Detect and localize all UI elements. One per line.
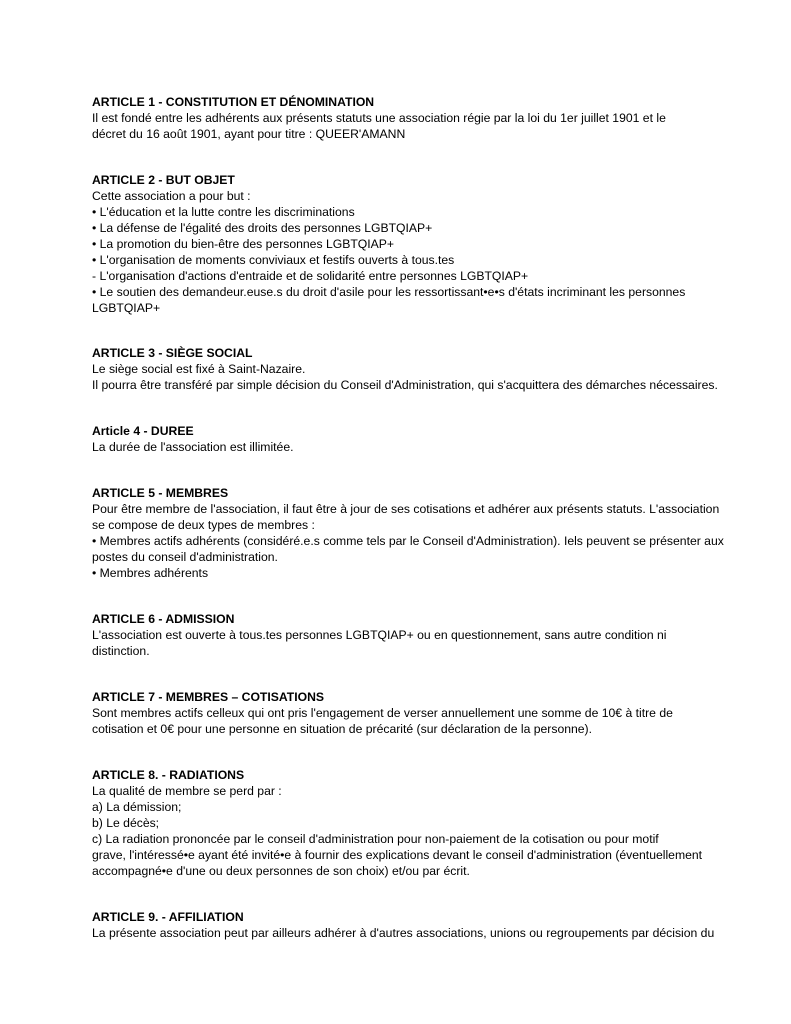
- list-item: a) La démission;: [92, 800, 182, 814]
- article-title: ARTICLE 1 - CONSTITUTION ET DÉNOMINATION: [92, 95, 375, 109]
- article-text-line: La présente association peut par ailleurs adhérer à d'autres associations, unions ou regroupements par décision du: [92, 926, 715, 940]
- list-item: b) Le décès;: [92, 816, 160, 830]
- list-item: • La défense de l'égalité des droits des personnes LGBTQIAP+: [92, 221, 433, 235]
- list-item: • La promotion du bien-être des personnes LGBTQIAP+: [92, 237, 395, 251]
- article-4: [92, 423, 712, 455]
- article-text-line: se compose de deux types de membres :: [92, 518, 315, 532]
- article-text-line: distinction.: [92, 644, 150, 658]
- list-item: accompagné•e d'une ou deux personnes de son choix) et/ou par écrit.: [92, 864, 470, 878]
- article-5: [92, 485, 724, 581]
- article-title: ARTICLE 7 - MEMBRES – COTISATIONS: [92, 690, 325, 704]
- list-item: LGBTQIAP+: [92, 301, 161, 315]
- article-title: ARTICLE 6 - ADMISSION: [92, 612, 235, 626]
- list-item: • Le soutien des demandeur.euse.s du droit d'asile pour les ressortissant•e•s d'états incriminant les personnes: [92, 285, 686, 299]
- article-title: ARTICLE 8. - RADIATIONS: [92, 768, 245, 782]
- list-item: • L'organisation de moments conviviaux et festifs ouverts à tous.tes: [92, 253, 455, 267]
- article-2: [92, 172, 712, 316]
- article-9: [92, 909, 715, 941]
- article-text-line: Cette association a pour but :: [92, 189, 251, 203]
- article-text-line: La qualité de membre se perd par :: [92, 784, 282, 798]
- article-3: [92, 345, 718, 393]
- list-item: postes du conseil d'administration.: [92, 550, 278, 564]
- article-text-line: Il est fondé entre les adhérents aux présents statuts une association régie par la loi du 1er juillet 1901 et le: [92, 111, 666, 125]
- list-item: grave, l'intéressé•e ayant été invité•e à fournir des explications devant le conseil d'administration (éventuellement: [92, 848, 703, 862]
- article-text-line: L'association est ouverte à tous.tes personnes LGBTQIAP+ ou en questionnement, sans autre condition ni: [92, 628, 667, 642]
- article-text-line: décret du 16 août 1901, ayant pour titre : QUEER'AMANN: [92, 127, 406, 141]
- article-text-line: Sont membres actifs celleux qui ont pris l'engagement de verser annuellement une somme de 10€ à titre de: [92, 706, 673, 720]
- article-text-line: La durée de l'association est illimitée.: [92, 440, 294, 454]
- list-item: • Membres actifs adhérents (considéré.e.s comme tels par le Conseil d'Administration). Iels peuvent se présenter aux: [92, 534, 724, 548]
- article-title: ARTICLE 5 - MEMBRES: [92, 486, 229, 500]
- article-1: [92, 94, 712, 142]
- article-title: ARTICLE 2 - BUT OBJET: [92, 173, 235, 187]
- article-title: Article 4 - DUREE: [92, 424, 194, 438]
- article-text-line: Il pourra être transféré par simple décision du Conseil d'Administration, qui s'acquittera des démarches nécessaires.: [92, 378, 718, 392]
- article-text-line: Pour être membre de l'association, il faut être à jour de ses cotisations et adhérer aux présents statuts. L'association: [92, 502, 720, 516]
- article-text-line: cotisation et 0€ pour une personne en situation de précarité (sur déclaration de la personne).: [92, 722, 593, 736]
- list-item: • Membres adhérents: [92, 566, 209, 580]
- document-page: [92, 94, 724, 941]
- article-title: ARTICLE 9. - AFFILIATION: [92, 910, 244, 924]
- article-7: [92, 689, 712, 737]
- article-text-line: Le siège social est fixé à Saint-Nazaire.: [92, 362, 306, 376]
- article-6: [92, 611, 712, 659]
- list-item: - L'organisation d'actions d'entraide et de solidarité entre personnes LGBTQIAP+: [92, 269, 529, 283]
- list-item: • L'éducation et la lutte contre les discriminations: [92, 205, 355, 219]
- list-item: c) La radiation prononcée par le conseil d'administration pour non-paiement de la cotisation ou pour motif: [92, 832, 659, 846]
- article-title: ARTICLE 3 - SIÈGE SOCIAL: [92, 346, 253, 360]
- article-8: [92, 767, 712, 879]
